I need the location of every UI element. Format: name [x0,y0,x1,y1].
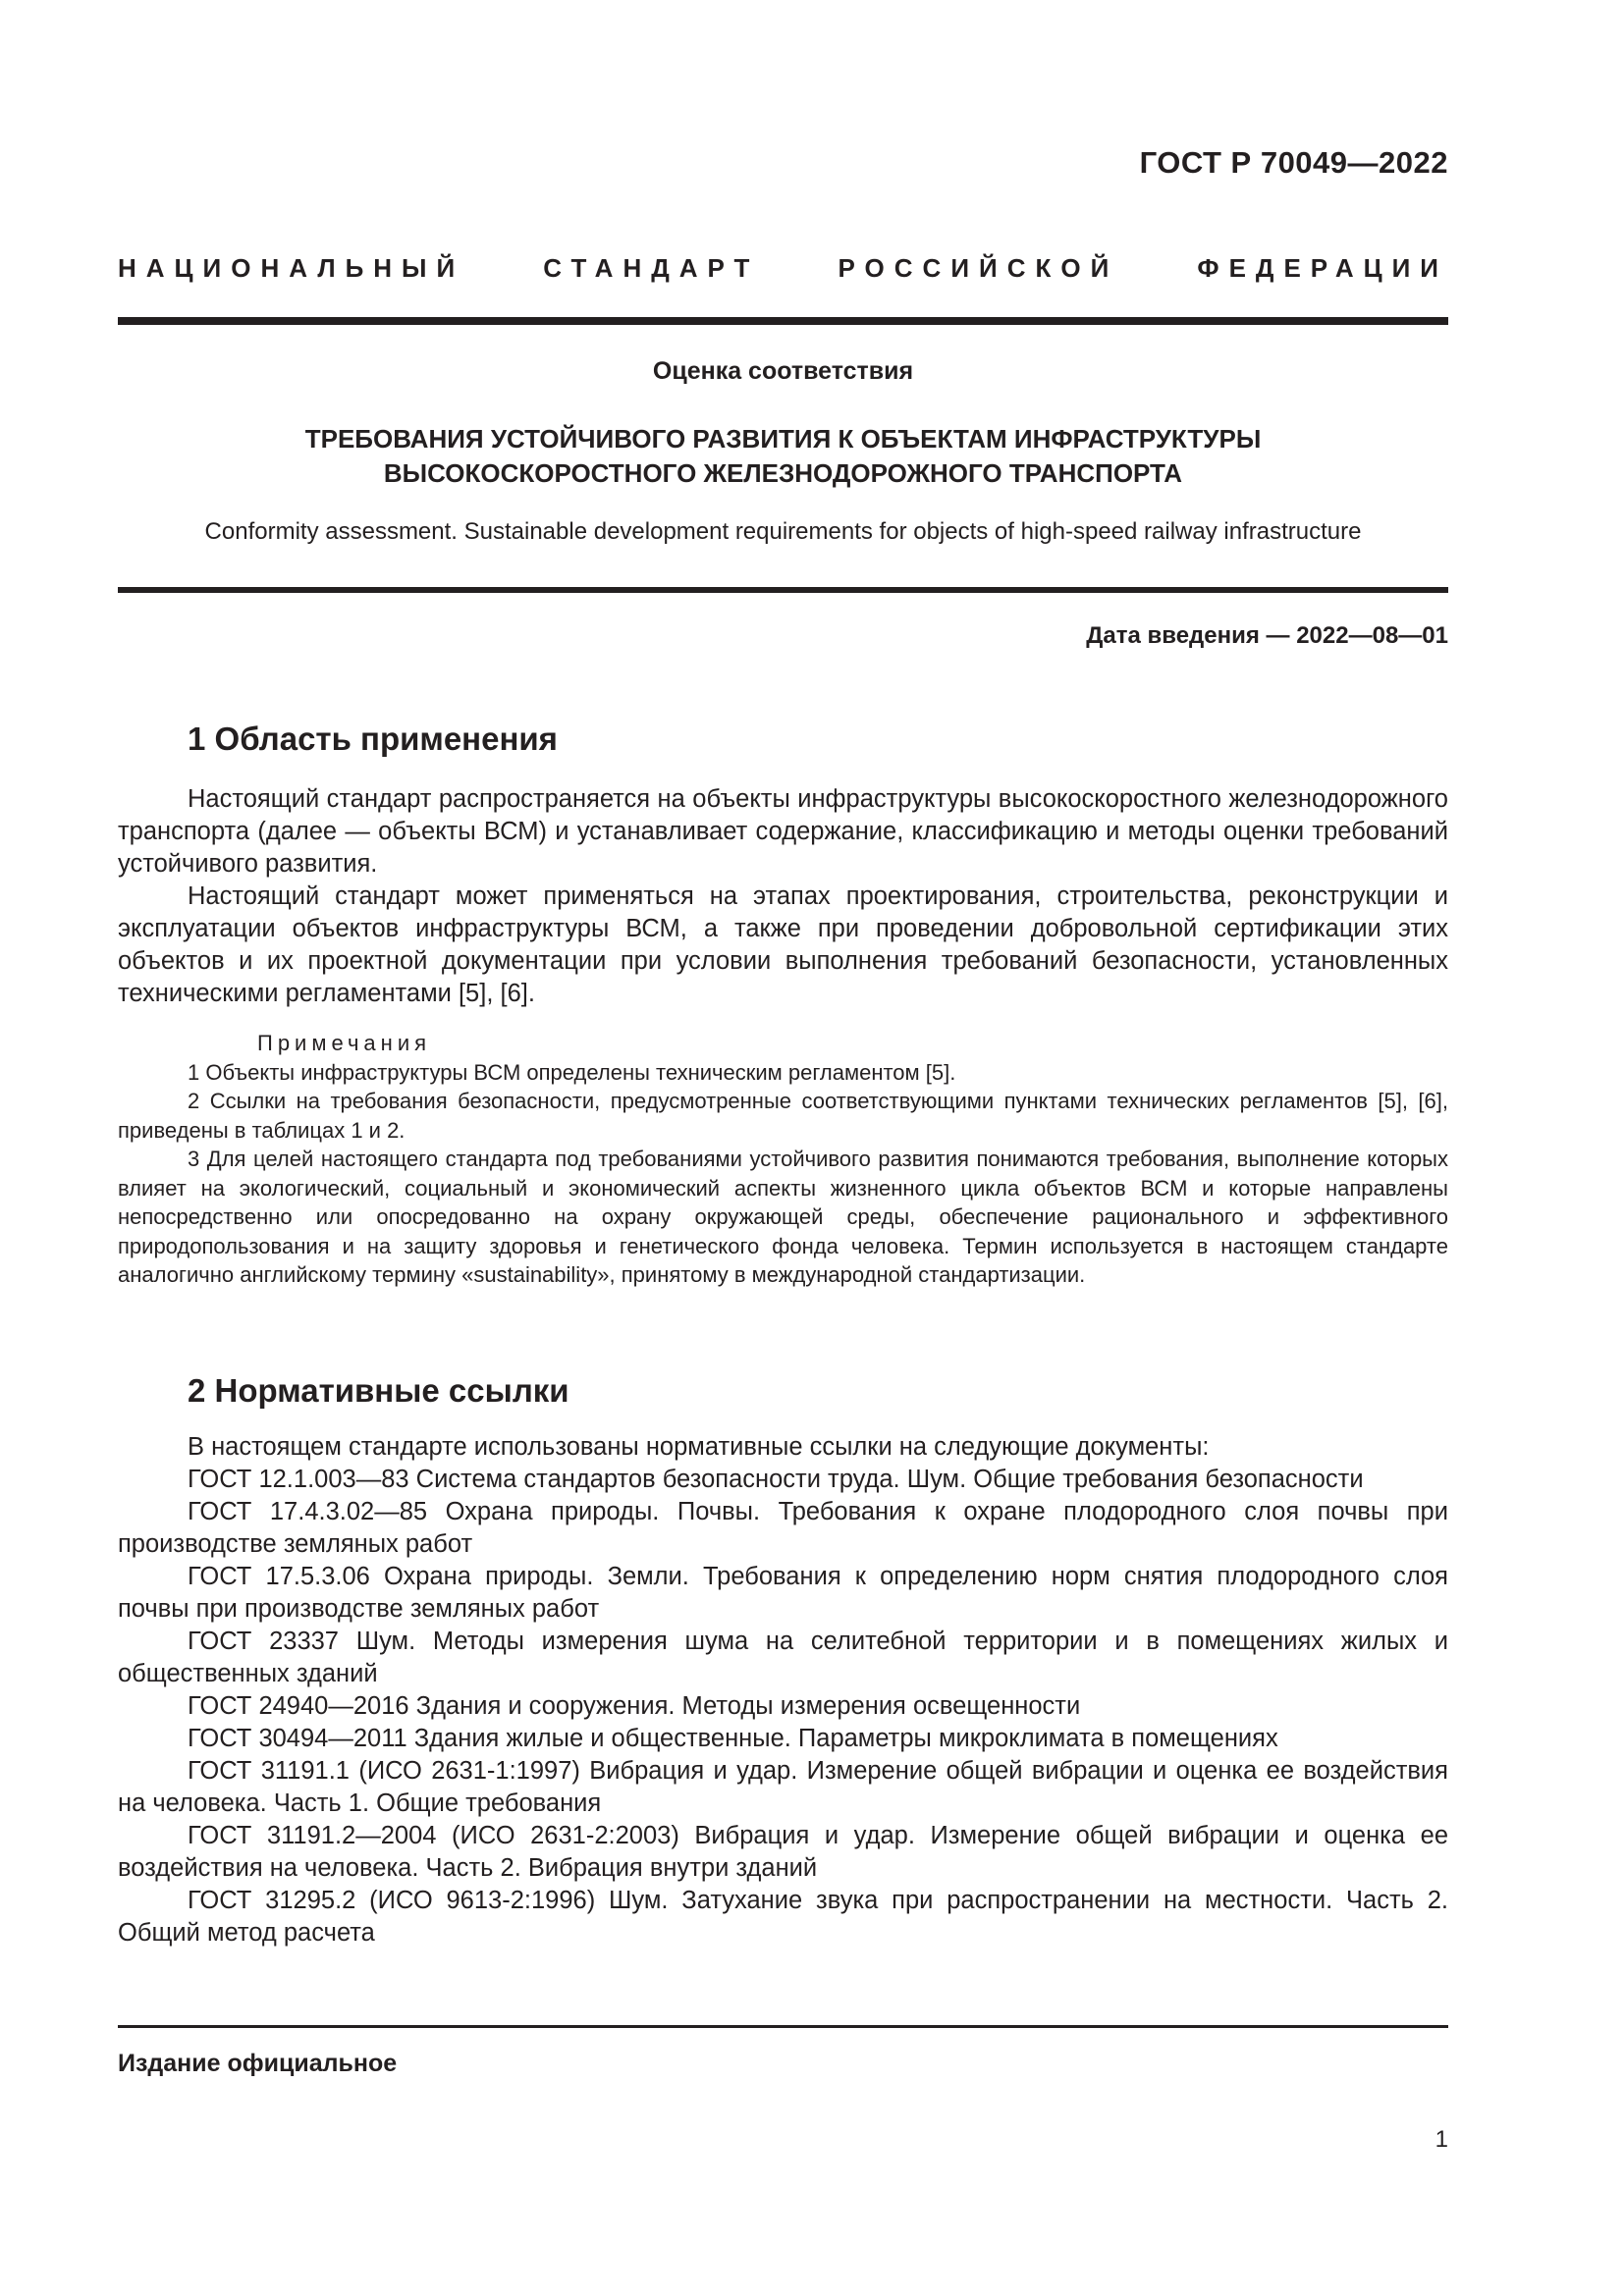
doc-number: ГОСТ Р 70049—2022 [1139,145,1448,180]
notes-block [118,1029,1448,1290]
reference-item: ГОСТ 31191.2—2004 (ИСО 2631-2:2003) Вибрация и удар. Измерение общей вибрации и оценка ее воздействия на человека. Часть 2. Вибрация внутри зданий [118,1822,1448,1882]
section-2-body [118,1431,1448,1949]
document-page [118,0,1448,2296]
note-item: 3 Для целей настоящего стандарта под требованиями устойчивого развития понимаются требования, выполнение которых влияет на экологический, социальный и экономический аспекты жизненного цикла объектов ВСМ и которые направлены непосредственно или опосредованно на охрану окружающей среды, обеспечение рационального и эффективного природопользования и на защиту здоровья и генетического фонда человека. Термин используется в настоящем стандарте аналогично английскому термину «sustainability», принятому в международной стандартизации. [118,1147,1448,1287]
references-intro: В настоящем стандарте использованы нормативные ссылки на следующие документы: [188,1433,1210,1461]
reference-item: ГОСТ 12.1.003—83 Система стандартов безопасности труда. Шум. Общие требования безопасности [188,1466,1364,1493]
section-1-heading: 1 Область применения [188,721,558,757]
section-2-heading: 2 Нормативные ссылки [188,1372,569,1409]
footer-divider [118,2025,1448,2028]
reference-item: ГОСТ 31295.2 (ИСО 9613-2:1996) Шум. Затухание звука при распространении на местности. Часть 2. Общий метод расчета [118,1887,1448,1947]
section-1-body [118,783,1448,1010]
note-item: 2 Ссылки на требования безопасности, предусмотренные соответствующими пунктами технических регламентов [5], [6], приведены в таблицах 1 и 2. [118,1089,1448,1143]
header-divider [118,317,1448,325]
reference-item: ГОСТ 23337 Шум. Методы измерения шума на селитебной территории и в помещениях жилых и общественных зданий [118,1628,1448,1687]
title-divider [118,587,1448,593]
reference-item: ГОСТ 24940—2016 Здания и сооружения. Методы измерения освещенности [188,1692,1081,1720]
title-line-2: ВЫСОКОСКОРОСТНОГО ЖЕЛЕЗНОДОРОЖНОГО ТРАНСПОРТА [383,458,1183,488]
national-standard-banner: НАЦИОНАЛЬНЫЙ СТАНДАРТ РОССИЙСКОЙ ФЕДЕРАЦИИ [118,253,1448,283]
effective-date: Дата введения — 2022—08—01 [1086,622,1448,649]
document-subject: Оценка соответствия [652,357,914,385]
reference-item: ГОСТ 31191.1 (ИСО 2631-1:1997) Вибрация и удар. Измерение общей вибрации и оценка ее воздействия на человека. Часть 1. Общие требования [118,1757,1448,1817]
paragraph: Настоящий стандарт может применяться на этапах проектирования, строительства, реконструкции и эксплуатации объектов инфраструктуры ВСМ, а также при проведении добровольной сертификации этих объектов и их проектной документации при условии выполнения требований безопасности, установленных техническими регламентами [5], [6]. [118,882,1448,1007]
notes-header: Примечания [257,1031,432,1055]
page-number: 1 [1435,2126,1448,2153]
note-item: 1 Объекты инфраструктуры ВСМ определены техническим регламентом [5]. [188,1059,956,1085]
reference-item: ГОСТ 30494—2011 Здания жилые и общественные. Параметры микроклимата в помещениях [188,1725,1278,1752]
document-title [118,422,1448,491]
title-line-1: ТРЕБОВАНИЯ УСТОЙЧИВОГО РАЗВИТИЯ К ОБЪЕКТАМ ИНФРАСТРУКТУРЫ [304,424,1262,454]
document-title-english: Conformity assessment. Sustainable development requirements for objects of high-speed railway infrastructure [204,518,1362,545]
reference-item: ГОСТ 17.4.3.02—85 Охрана природы. Почвы. Требования к охране плодородного слоя почвы при производстве земляных работ [118,1498,1448,1558]
reference-item: ГОСТ 17.5.3.06 Охрана природы. Земли. Требования к определению норм снятия плодородного слоя почвы при производстве земляных работ [118,1563,1448,1623]
paragraph: Настоящий стандарт распространяется на объекты инфраструктуры высокоскоростного железнодорожного транспорта (далее — объекты ВСМ) и устанавливает содержание, классификацию и методы оценки требований устойчивого развития. [118,785,1448,878]
official-edition-label: Издание официальное [118,2050,398,2077]
